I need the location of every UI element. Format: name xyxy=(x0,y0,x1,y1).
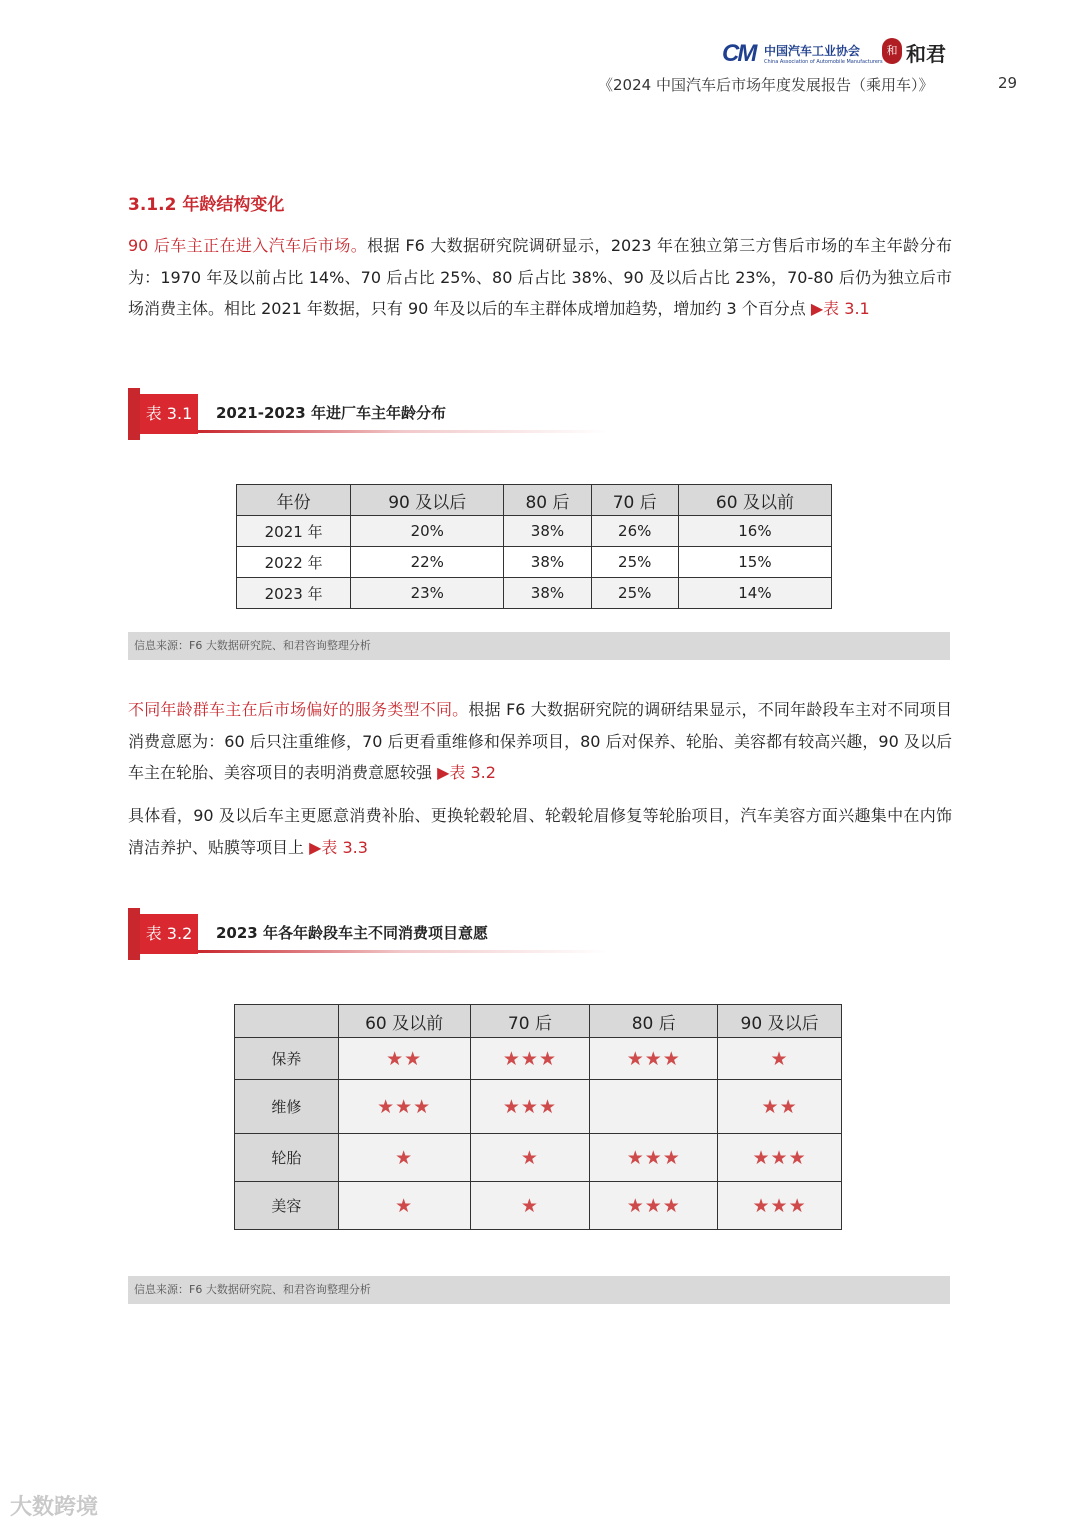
caam-org-subtitle: China Association of Automobile Manufacturers xyxy=(764,59,883,65)
table-header-cell: 90 及以后 xyxy=(351,485,504,516)
table-cell: 2023 年 xyxy=(237,578,351,609)
star-rating-icon: ★★★ xyxy=(752,1146,807,1169)
star-rating-icon: ★★★ xyxy=(626,1194,681,1217)
rating-cell xyxy=(338,1080,470,1134)
table-header-cell: 60 及以前 xyxy=(678,485,831,516)
table-header-cell xyxy=(235,1005,339,1038)
table2-caption xyxy=(128,908,608,960)
table-cell: 15% xyxy=(678,547,831,578)
rating-cell xyxy=(470,1182,590,1230)
paragraph-body: 根据 F6 大数据研究院调研显示，2023 年在独立第三方售后市场的车主年龄分布为：1970 年及以前占比 14%、70 后占比 25%、80 后占比 38%、90 及以后占比 23%，70-80 后仍为独立后市场消费主体。相比 2021 年数据，只有 90 年及以后的车主群体成增加趋势，增加约 3 个百分点 xyxy=(128,236,952,318)
table1-source-note: 信息来源：F6 大数据研究院、和君咨询整理分析 xyxy=(128,632,950,660)
table-cell: 26% xyxy=(591,516,678,547)
caam-org-name: 中国汽车工业协会 xyxy=(764,44,861,58)
rating-cell xyxy=(338,1134,470,1182)
table1-tag: 表 3.1 xyxy=(140,394,198,434)
rating-cell xyxy=(470,1038,590,1080)
row-label: 轮胎 xyxy=(235,1134,339,1182)
row-label: 美容 xyxy=(235,1182,339,1230)
table2-tag: 表 3.2 xyxy=(140,914,198,954)
table-reference-link[interactable]: ▶表 3.1 xyxy=(810,299,870,318)
table-cell: 16% xyxy=(678,516,831,547)
row-label: 保养 xyxy=(235,1038,339,1080)
paragraph-body: 根据 F6 大数据研究院的调研结果显示，不同年龄段车主对不同项目消费意愿为：60 后只注重维修，70 后更看重维修和保养项目，80 后对保养、轮胎、美容都有较高兴趣，90 及以后车主在轮胎、美容项目的表明消费意愿较强 xyxy=(128,700,952,782)
table-cell: 38% xyxy=(504,516,591,547)
table-header-cell: 年份 xyxy=(237,485,351,516)
hejun-seal-icon: 和 xyxy=(882,38,902,64)
table-row xyxy=(235,1182,842,1230)
table-cell: 38% xyxy=(504,547,591,578)
rating-cell xyxy=(590,1080,718,1134)
table-cell: 2022 年 xyxy=(237,547,351,578)
rating-cell xyxy=(338,1038,470,1080)
paragraph-highlight: 不同年龄群车主在后市场偏好的服务类型不同。 xyxy=(128,700,469,719)
caption-underline xyxy=(198,430,608,433)
row-label: 维修 xyxy=(235,1080,339,1134)
table-row xyxy=(237,578,832,609)
table-cell: 14% xyxy=(678,578,831,609)
rating-cell xyxy=(470,1134,590,1182)
rating-cell xyxy=(718,1080,842,1134)
consumption-preference-table xyxy=(234,1004,842,1230)
rating-cell xyxy=(470,1080,590,1134)
star-rating-icon: ★ xyxy=(395,1146,414,1169)
star-rating-icon: ★ xyxy=(770,1047,789,1070)
star-rating-icon: ★★★ xyxy=(377,1095,432,1118)
rating-cell xyxy=(590,1182,718,1230)
star-rating-icon: ★★ xyxy=(386,1047,423,1070)
star-rating-icon: ★ xyxy=(520,1146,539,1169)
table-header-cell: 80 后 xyxy=(504,485,591,516)
section-heading: 3.1.2 年龄结构变化 xyxy=(128,195,285,215)
watermark: 大数跨境 xyxy=(10,1495,99,1520)
table-cell: 25% xyxy=(591,578,678,609)
table-row xyxy=(237,516,832,547)
report-title: 《2024 中国汽车后市场年度发展报告（乘用车）》 xyxy=(598,76,934,94)
star-rating-icon: ★ xyxy=(395,1194,414,1217)
paragraph-specifics xyxy=(128,800,952,863)
rating-cell xyxy=(338,1182,470,1230)
table-cell: 25% xyxy=(591,547,678,578)
table1-title: 2021-2023 年进厂车主年龄分布 xyxy=(216,404,446,422)
caam-logo-mark: CM xyxy=(722,40,756,67)
table-row xyxy=(235,1038,842,1080)
caption-underline xyxy=(198,950,608,953)
table-reference-link[interactable]: ▶表 3.2 xyxy=(437,763,496,782)
table-row xyxy=(235,1080,842,1134)
star-rating-icon: ★★★ xyxy=(752,1194,807,1217)
paragraph-age-distribution xyxy=(128,230,952,325)
star-rating-icon: ★★ xyxy=(761,1095,798,1118)
table-row xyxy=(237,547,832,578)
page-number: 29 xyxy=(998,74,1018,92)
table2-title: 2023 年各年龄段车主不同消费项目意愿 xyxy=(216,924,488,942)
caam-logo xyxy=(722,36,883,72)
paragraph-body: 具体看，90 及以后车主更愿意消费补胎、更换轮毂轮眉、轮毂轮眉修复等轮胎项目，汽车美容方面兴趣集中在内饰清洁养护、贴膜等项目上 xyxy=(128,806,952,857)
table-reference-link[interactable]: ▶表 3.3 xyxy=(309,837,368,857)
hejun-logo-text: 和君 xyxy=(906,42,946,66)
table-cell: 2021 年 xyxy=(237,516,351,547)
paragraph-service-preference xyxy=(128,694,952,789)
star-rating-icon: ★★★ xyxy=(502,1047,557,1070)
table1-caption xyxy=(128,388,608,440)
table-header-cell: 80 后 xyxy=(590,1005,718,1038)
rating-cell xyxy=(718,1134,842,1182)
star-rating-icon: ★★★ xyxy=(502,1095,557,1118)
rating-cell xyxy=(590,1134,718,1182)
table-header-cell: 90 及以后 xyxy=(718,1005,842,1038)
star-rating-icon: ★★★ xyxy=(626,1047,681,1070)
table-header-cell: 70 后 xyxy=(591,485,678,516)
paragraph-highlight: 90 后车主正在进入汽车后市场。 xyxy=(128,236,368,255)
star-rating-icon: ★ xyxy=(520,1194,539,1217)
table-cell: 22% xyxy=(351,547,504,578)
table-header-cell: 60 及以前 xyxy=(338,1005,470,1038)
table-cell: 23% xyxy=(351,578,504,609)
age-distribution-table xyxy=(236,484,832,609)
caption-accent-bar xyxy=(128,388,140,440)
rating-cell xyxy=(590,1038,718,1080)
table-row xyxy=(235,1134,842,1182)
star-rating-icon: ★★★ xyxy=(626,1146,681,1169)
table-header-cell: 70 后 xyxy=(470,1005,590,1038)
rating-cell xyxy=(718,1182,842,1230)
table2-source-note: 信息来源：F6 大数据研究院、和君咨询整理分析 xyxy=(128,1276,950,1304)
table-cell: 38% xyxy=(504,578,591,609)
table-cell: 20% xyxy=(351,516,504,547)
rating-cell xyxy=(718,1038,842,1080)
caption-accent-bar xyxy=(128,908,140,960)
